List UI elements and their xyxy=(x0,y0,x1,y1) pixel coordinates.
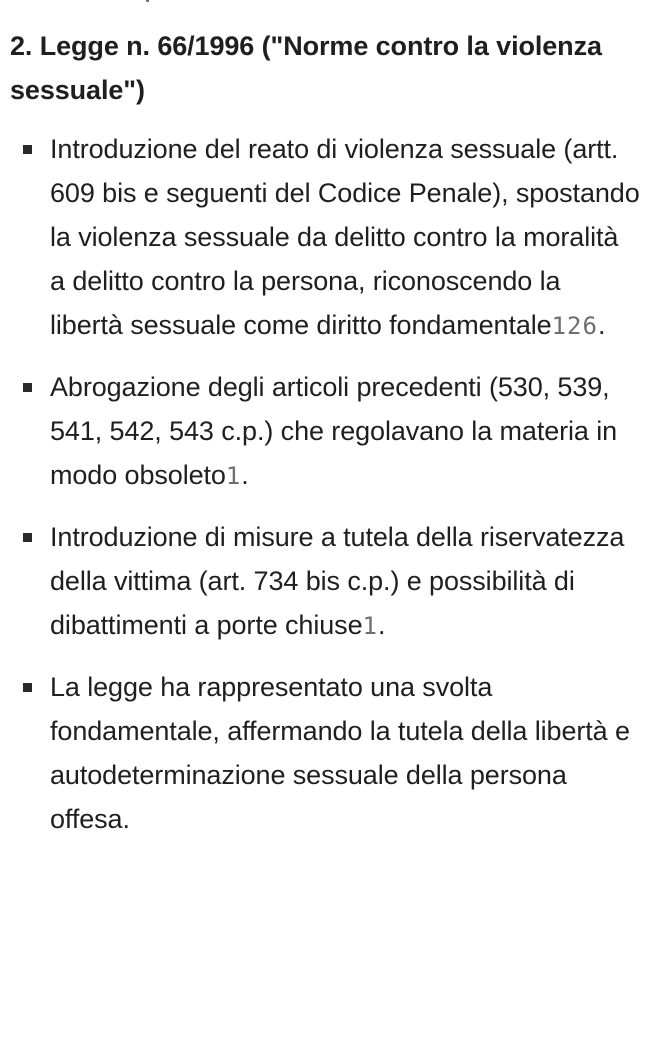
bullet-end-punctuation: . xyxy=(597,310,606,340)
citation-link[interactable]: 1 xyxy=(362,612,378,640)
bullet-text: Introduzione del reato di violenza sessuale (artt. 609 bis e seguenti del Codice Penale), spostando la violenza sessuale da delitto contro la moralità a delitto contro la persona, riconoscendo la libertà sessuale come diritto fondamentale xyxy=(50,134,640,340)
bullet-end-punctuation: . xyxy=(241,460,249,490)
bullet-list xyxy=(10,127,640,841)
bullet-text: Introduzione di misure a tutela della riservatezza della vittima (art. 734 bis c.p.) e possibilità di dibattimenti a porte chiuse xyxy=(50,522,625,640)
bullet-item xyxy=(10,127,640,348)
bullet-item xyxy=(10,365,640,498)
scroll-fragment xyxy=(146,0,149,2)
bullet-item xyxy=(10,665,640,841)
bullet-end-punctuation: . xyxy=(377,610,386,640)
square-bullet-icon xyxy=(23,145,32,154)
law-section xyxy=(10,24,640,858)
citation-link[interactable]: 126 xyxy=(551,312,598,340)
square-bullet-icon xyxy=(23,533,32,542)
square-bullet-icon xyxy=(23,683,32,692)
section-heading: 2. Legge n. 66/1996 ("Norme contro la violenza sessuale") xyxy=(10,31,602,105)
square-bullet-icon xyxy=(23,383,32,392)
bullet-text: La legge ha rappresentato una svolta fondamentale, affermando la tutela della libertà e autodeterminazione sessuale della persona offesa. xyxy=(50,672,630,834)
bullet-text: Abrogazione degli articoli precedenti (530, 539, 541, 542, 543 c.p.) che regolavano la materia in modo obsoleto xyxy=(50,372,618,490)
bullet-item xyxy=(10,515,640,648)
citation-link[interactable]: 1 xyxy=(225,462,242,490)
